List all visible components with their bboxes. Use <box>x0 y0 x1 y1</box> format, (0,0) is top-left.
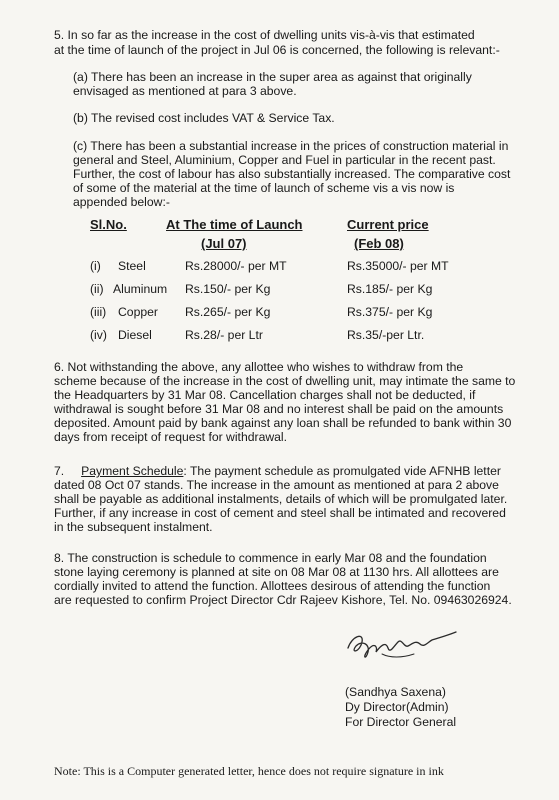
para8-line-4: are requested to confirm Project Director Cdr Rajeev Kishore, Tel. No. 09463026924. <box>54 593 512 607</box>
para6-line-4: withdrawal is sought before 31 Mar 08 and no interest shall be paid on the amounts <box>54 402 504 416</box>
para6-line-2: scheme because of the increase in the cost of dwelling unit, may intimate the same to <box>54 374 516 388</box>
row-current-price: Rs.185/- per Kg <box>347 282 433 296</box>
row-launch-price: Rs.28/- per Ltr <box>185 328 263 342</box>
para7-number: 7. <box>54 464 82 478</box>
para6-line-6: days from receipt of request for withdrawal. <box>54 430 288 444</box>
para6-line-1: 6. Not withstanding the above, any allottee who wishes to withdraw from the <box>54 360 464 374</box>
para6-line-5: deposited. Amount paid by bank against any loan shall be refunded to bank within 30 <box>54 416 512 430</box>
para5c-line-2: general and Steel, Aluminium, Copper and Fuel in particular in the recent past. <box>73 153 496 167</box>
table-subheader-current: (Feb 08) <box>354 236 404 251</box>
table-header-launch: At The time of Launch <box>166 217 303 232</box>
para5c-line-3: Further, the cost of labour has also substantially increased. The comparative cost <box>73 167 511 181</box>
para8-line-3: cordially invited to attend the function. Allottees desirous of attending the function <box>54 579 491 593</box>
table-header-current: Current price <box>347 217 429 232</box>
para5a-line-1: (a) There has been an increase in the super area as against that originally <box>73 70 472 84</box>
para5c-line-1: (c) There has been a substantial increase in the prices of construction material in <box>73 139 509 153</box>
row-launch-price: Rs.265/- per Kg <box>185 305 271 319</box>
row-number: (i) <box>90 259 101 273</box>
signatory-title: Dy Director(Admin) <box>345 700 449 714</box>
para8-line-2: stone laying ceremony is planned at site on 08 Mar 08 at 1130 hrs. All allottees are <box>54 565 499 579</box>
para5c-line-5: appended below:- <box>73 195 170 209</box>
row-current-price: Rs.375/- per Kg <box>347 305 433 319</box>
para7-line-3: shall be payable as additional instalments, details of which will be promulgated later. <box>54 492 508 506</box>
footer-note: Note: This is a Computer generated letter, hence does not require signature in ink <box>54 764 444 778</box>
para7-line-5: in the subsequent instalment. <box>54 520 213 534</box>
para7-line-2: dated 08 Oct 07 stands. The increase in the amount as mentioned at para 2 above <box>54 478 499 492</box>
row-number: (ii) <box>90 282 104 296</box>
row-item: Aluminum <box>113 282 168 296</box>
para6-line-3: the Headquarters by 31 Mar 08. Cancellation charges shall not be deducted, if <box>54 388 476 402</box>
signatory-name: (Sandhya Saxena) <box>345 685 446 699</box>
table-header-slno: Sl.No. <box>90 217 127 232</box>
row-current-price: Rs.35/-per Ltr. <box>347 328 425 342</box>
signatory-for: For Director General <box>345 715 457 729</box>
row-launch-price: Rs.150/- per Kg <box>185 282 271 296</box>
para7-first-line-rest: : The payment schedule as promulgated vide AFNHB letter <box>183 464 501 478</box>
table-subheader-launch: (Jul 07) <box>201 236 247 251</box>
para7-line-1 <box>54 465 501 478</box>
para5b-line-1: (b) The revised cost includes VAT & Service Tax. <box>73 111 335 125</box>
para7-line-4: Further, if any increase in cost of cement and steel shall be intimated and recovered <box>54 506 506 520</box>
row-item: Steel <box>118 259 146 273</box>
row-item: Copper <box>118 305 158 319</box>
payment-schedule-heading: Payment Schedule <box>81 464 184 478</box>
row-item: Diesel <box>118 328 152 342</box>
handwritten-signature <box>342 618 462 673</box>
para5c-line-4: of some of the material at the time of launch of scheme vis a vis now is <box>73 181 455 195</box>
para8-line-1: 8. The construction is schedule to commence in early Mar 08 and the foundation <box>54 551 487 565</box>
para5a-line-2: envisaged as mentioned at para 3 above. <box>73 84 297 98</box>
para5-line-1: 5. In so far as the increase in the cost of dwelling units vis-à-vis that estimated <box>54 28 475 42</box>
para5-line-2: at the time of launch of the project in Jul 06 is concerned, the following is relevant:- <box>54 43 500 57</box>
row-number: (iv) <box>90 328 107 342</box>
row-launch-price: Rs.28000/- per MT <box>185 259 287 273</box>
row-number: (iii) <box>90 305 107 319</box>
row-current-price: Rs.35000/- per MT <box>347 259 449 273</box>
